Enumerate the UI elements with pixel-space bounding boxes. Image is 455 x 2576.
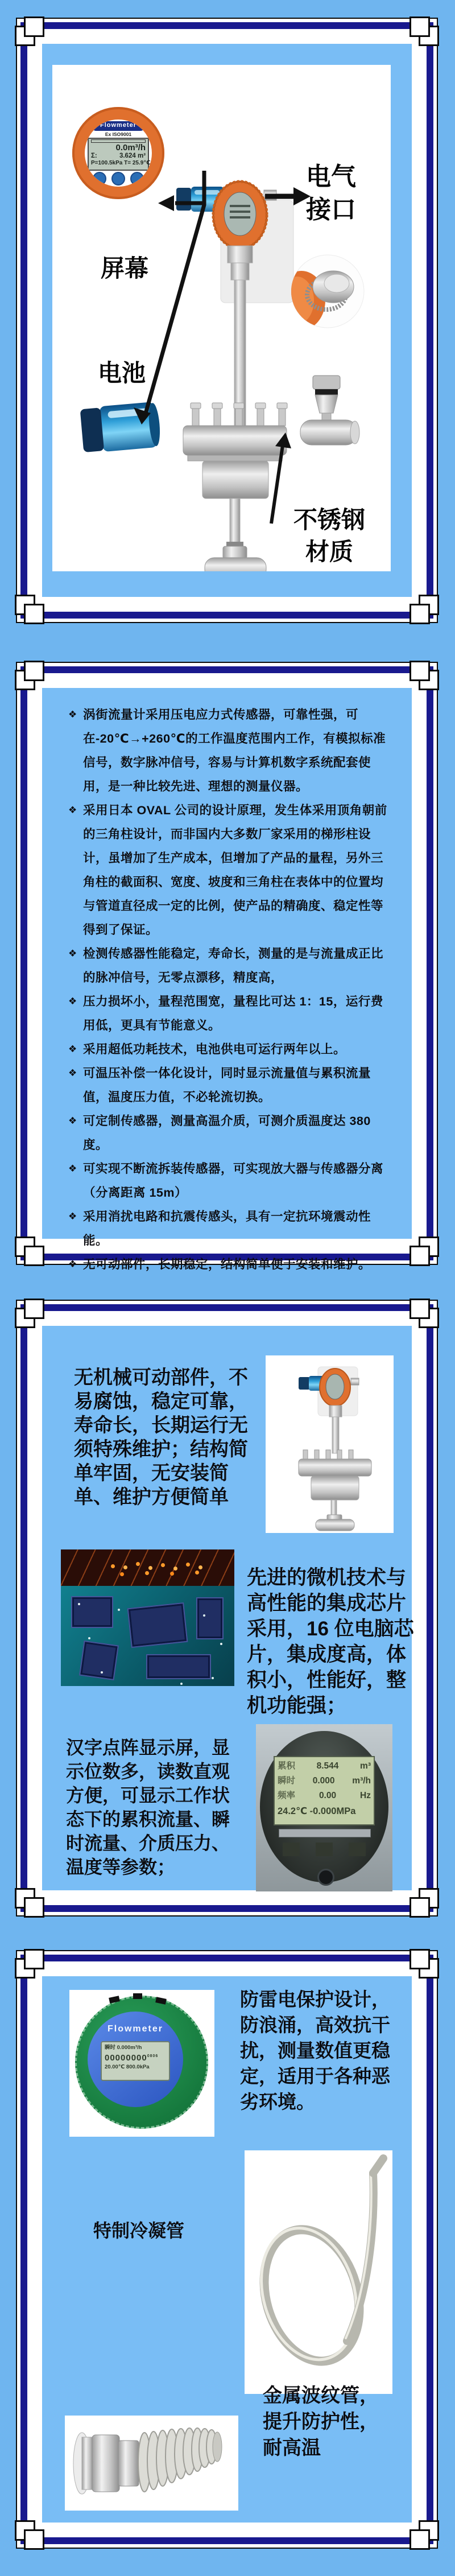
diamond-bullet-icon: ❖	[68, 996, 77, 1007]
panel2-content	[42, 688, 412, 1271]
frame-corner-ornament	[410, 1897, 430, 1918]
display-glass	[274, 1756, 375, 1825]
text-chip: 先进的微机技术与高性能的集成芯片采用，16 位电脑芯片，集成度高，体积小，性能好，整机功能强；	[247, 1567, 414, 1717]
device-battery-cap	[176, 188, 191, 211]
label-battery: 电池	[98, 360, 146, 386]
frame-corner-ornament	[410, 17, 430, 37]
frame-corner-ornament	[24, 1949, 44, 1969]
label-condenser-tube: 特制冷凝管	[93, 2220, 185, 2241]
lcd-row: 瞬时 0.000 m³/h	[278, 1776, 371, 1786]
feature-item: ❖ 无可动部件，长期稳定，结构简单便于安装和维护。	[68, 1252, 392, 1276]
panel-features	[16, 662, 438, 1271]
solder-dots	[78, 1603, 80, 1605]
display-hole	[317, 1869, 334, 1886]
display-bezel	[260, 1731, 388, 1882]
frame-corner-ornament	[24, 1246, 44, 1266]
frame-corner-ornament	[410, 2529, 430, 2550]
diamond-bullet-icon: ❖	[68, 805, 77, 815]
metal-bellows-photo	[65, 2416, 238, 2511]
feature-item: ❖ 可实现不断流拆装传感器，可实现放大器与传感器分离（分离距离 15m）	[68, 1157, 392, 1205]
lcd-display-photo	[256, 1724, 392, 1891]
frame-corner-ornament	[24, 17, 44, 37]
text-display: 汉字点阵显示屏，显示位数多，读数直观方便，可显示工作状态下的累积流量、瞬时流量、介质压力、温度等参数；	[66, 1737, 230, 1877]
frame-corner-ornament	[24, 1299, 44, 1319]
chip	[127, 1602, 188, 1648]
flange	[183, 426, 287, 455]
pcb-face	[88, 2012, 183, 2107]
frame-corner-ornament	[24, 661, 44, 681]
text-no-moving-parts: 无机械可动部件，不易腐蚀，稳定可靠，寿命长，长期运行无须特殊维护；结构简单牢固，无安装简单、维护方便简单	[74, 1367, 248, 1508]
text-lightning-protection: 防雷电保护设计，防浪涌，高效抗干扰，测量数值更稳定，适用于各种恶劣环境。	[240, 1989, 390, 2112]
lcd-flow-value: 0.0m³/h	[115, 143, 146, 153]
lcd-row: 累积 8.544 m³	[278, 1761, 371, 1771]
panel-product-structure	[16, 18, 438, 623]
diamond-bullet-icon: ❖	[68, 1115, 77, 1126]
label-stainless: 不锈钢 材质	[293, 506, 365, 565]
frame-corner-ornament	[410, 1299, 430, 1319]
flowmeter-mini-illustration	[266, 1355, 394, 1533]
frame-corner-ornament	[24, 1897, 44, 1918]
lcd-pressure-temp: P=100.5kPa T= 25.9℃	[91, 160, 151, 166]
stainless-sensor-photo	[300, 376, 359, 445]
frame-corner-ornament	[410, 1949, 430, 1969]
diamond-bullet-icon: ❖	[68, 1068, 77, 1078]
flowmeter-illustration	[52, 65, 391, 571]
frame-corner-ornament	[410, 604, 430, 624]
diamond-bullet-icon: ❖	[68, 1044, 77, 1054]
circuit-board-red-section	[61, 1549, 234, 1586]
chip	[146, 1654, 211, 1679]
meter-cert-text: Ex ISO9001	[105, 131, 132, 137]
feature-item: ❖ 压力损坏小，量程范围宽，量程比可达 1：15，运行费用低，更具有节能意义。	[68, 990, 392, 1037]
diamond-bullet-icon: ❖	[68, 1259, 77, 1270]
circuit-board-photo	[61, 1549, 234, 1686]
condenser-tube-illustration	[245, 2150, 392, 2394]
device-head-lcd	[224, 192, 256, 236]
panel3-content	[42, 1326, 412, 1890]
display-key	[316, 1843, 333, 1856]
frame-corner-ornament	[24, 2529, 44, 2550]
sensor-tube	[205, 558, 266, 571]
diamond-bullet-icon: ❖	[68, 709, 77, 720]
flange-bolts	[191, 403, 287, 426]
panel1-content	[42, 44, 412, 597]
panel-advantages	[16, 1300, 438, 1916]
chip	[196, 1597, 224, 1639]
lcd-total-label: Σ:	[91, 153, 97, 159]
product-photo-card	[52, 65, 391, 571]
pcb-brand: Flowmeter	[107, 2024, 163, 2034]
feature-item: ❖ 采用消扰电路和抗震传感头，具有一定抗环境震动性能。	[68, 1205, 392, 1252]
feature-item: ❖ 检测传感器性能稳定，寿命长，测量的是与流量成正比的脉冲信号，无零点漂移，精度高，	[68, 942, 392, 990]
chip	[71, 1596, 113, 1628]
circuit-board-teal-section	[61, 1586, 234, 1686]
lcd-row: 频率 0.00 Hz	[278, 1791, 371, 1800]
feature-item: ❖ 采用日本 OVAL 公司的设计原理，发生体采用顶角朝前的三角柱设计，而非国内大多数厂家采用的梯形柱设计，虽增加了生产成本，但增加了产品的量程，另外三角柱的截面积、宽度、坡度和三角柱在表体中的位置均与管道直径成一定的比例，使产品的精确度、稳定性等得到了保证。	[68, 798, 392, 942]
diamond-bullet-icon: ❖	[68, 1211, 77, 1222]
housing-cylinder	[202, 461, 268, 498]
display-key	[349, 1843, 366, 1856]
meter-brand-band: Flowmeter	[92, 121, 145, 131]
display-key	[283, 1843, 300, 1856]
lcd-row-bottom: 24.2℃ -0.000MPa	[278, 1806, 356, 1816]
panel-protection	[16, 1950, 438, 2549]
neck-hex	[228, 246, 253, 263]
chip	[79, 1641, 119, 1680]
label-screen: 屏幕	[101, 255, 149, 282]
flowmeter-photo-card	[266, 1355, 394, 1533]
feature-item: ❖ 涡街流量计采用压电应力式传感器，可靠性强，可在-20℃→+260℃的工作温度范围内工作，有模拟标准信号，数字脉冲信号，容易与计算机数字系统配套使用，是一种比较先进、理想的测量仪器。	[68, 703, 392, 798]
pcb-component	[133, 1993, 142, 1999]
panel4-content	[42, 1976, 412, 2523]
diamond-bullet-icon: ❖	[68, 1163, 77, 1174]
bellows-illustration	[65, 2416, 238, 2511]
frame-corner-ornament	[410, 1246, 430, 1266]
feature-item: ❖ 可定制传感器，测量高温介质，可测介质温度达 380 度。	[68, 1109, 392, 1157]
feature-item: ❖ 可温压补偿一体化设计，同时显示流量值与累积流量值，温度压力值，不必轮流切换。	[68, 1061, 392, 1109]
feature-list	[42, 688, 412, 1276]
button-bar	[279, 1829, 371, 1837]
label-electrical-interface: 电气 接口	[306, 163, 356, 224]
lcd-total-value: 3.624 m³	[119, 153, 146, 159]
diamond-bullet-icon: ❖	[68, 948, 77, 959]
text-bellows: 金属波纹管，提升防护性，耐高温	[263, 2385, 379, 2459]
pcb-lcd: 瞬时 0.000m³/h $00000000^{0806}$ 20.00℃ 800.0kPa	[101, 2041, 170, 2081]
condenser-tube-photo	[245, 2150, 392, 2394]
feature-item: ❖ 采用超低功耗技术，电池供电可运行两年以上。	[68, 1037, 392, 1061]
pcb-flowmeter-photo	[69, 1990, 214, 2137]
frame-corner-ornament	[410, 661, 430, 681]
frame-corner-ornament	[24, 604, 44, 624]
battery-photo	[80, 401, 161, 454]
pcb-lcd-total: $00000000^{0806}$	[105, 2053, 159, 2063]
led-dots	[111, 1564, 115, 1568]
